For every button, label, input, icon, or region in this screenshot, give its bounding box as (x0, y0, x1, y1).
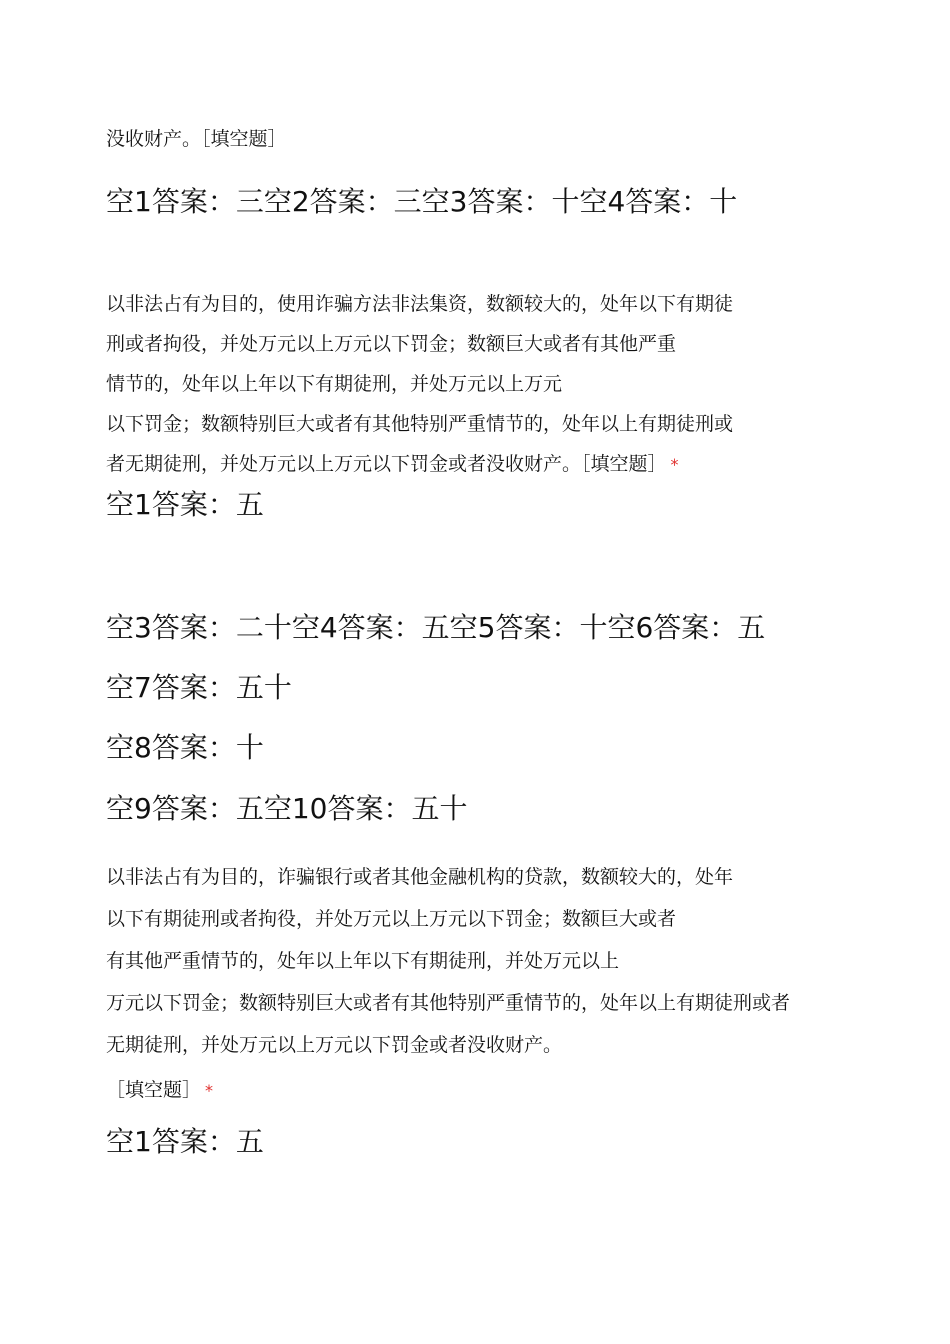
question-2-answer-5: 空9答案：五空10答案：五十 (106, 792, 468, 825)
question-3-line-2: 以下有期徒刑或者拘役，并处万元以上万元以下罚金；数额巨大或者 (106, 908, 677, 930)
required-mark: * (205, 1081, 214, 1100)
question-2-answer-4: 空8答案：十 (106, 731, 264, 764)
question-2-line-2: 刑或者拘役，并处万元以上万元以下罚金；数额巨大或者有其他严重 (106, 333, 677, 355)
question-2-line-4: 以下罚金；数额特别巨大或者有其他特别严重情节的，处年以上有期徒刑或 (106, 413, 734, 435)
question-2-line-3: 情节的，处年以上年以下有期徒刑，并处万元以上万元 (106, 373, 563, 395)
question-2-line-1: 以非法占有为目的，使用诈骗方法非法集资，数额较大的，处年以下有期徒 (106, 293, 734, 315)
question-3-line-3: 有其他严重情节的，处年以上年以下有期徒刑，并处万元以上 (106, 950, 620, 972)
required-mark: * (670, 455, 679, 474)
question-1-answer: 空1答案：三空2答案：三空3答案：十空4答案：十 (106, 185, 738, 218)
question-3-line-4: 万元以下罚金；数额特别巨大或者有其他特别严重情节的，处年以上有期徒刑或者 (106, 992, 791, 1014)
question-2-line-5-text: 者无期徒刑，并处万元以上万元以下罚金或者没收财产。［填空题］ (106, 453, 667, 475)
question-1-tail: 没收财产。［填空题］ (106, 128, 287, 150)
question-3-line-5: 无期徒刑，并处万元以上万元以下罚金或者没收财产。 (106, 1034, 563, 1056)
question-3-type-label: ［填空题］ (106, 1079, 202, 1101)
question-2-line-5 (106, 452, 679, 477)
question-2-answer-1: 空1答案：五 (106, 488, 264, 521)
question-3-type (106, 1078, 213, 1103)
question-3-line-1: 以非法占有为目的，诈骗银行或者其他金融机构的贷款，数额较大的，处年 (106, 866, 734, 888)
question-2-answer-3: 空7答案：五十 (106, 671, 292, 704)
question-2-answer-2: 空3答案：二十空4答案：五空5答案：十空6答案：五 (106, 611, 766, 644)
question-3-answer: 空1答案：五 (106, 1125, 264, 1158)
